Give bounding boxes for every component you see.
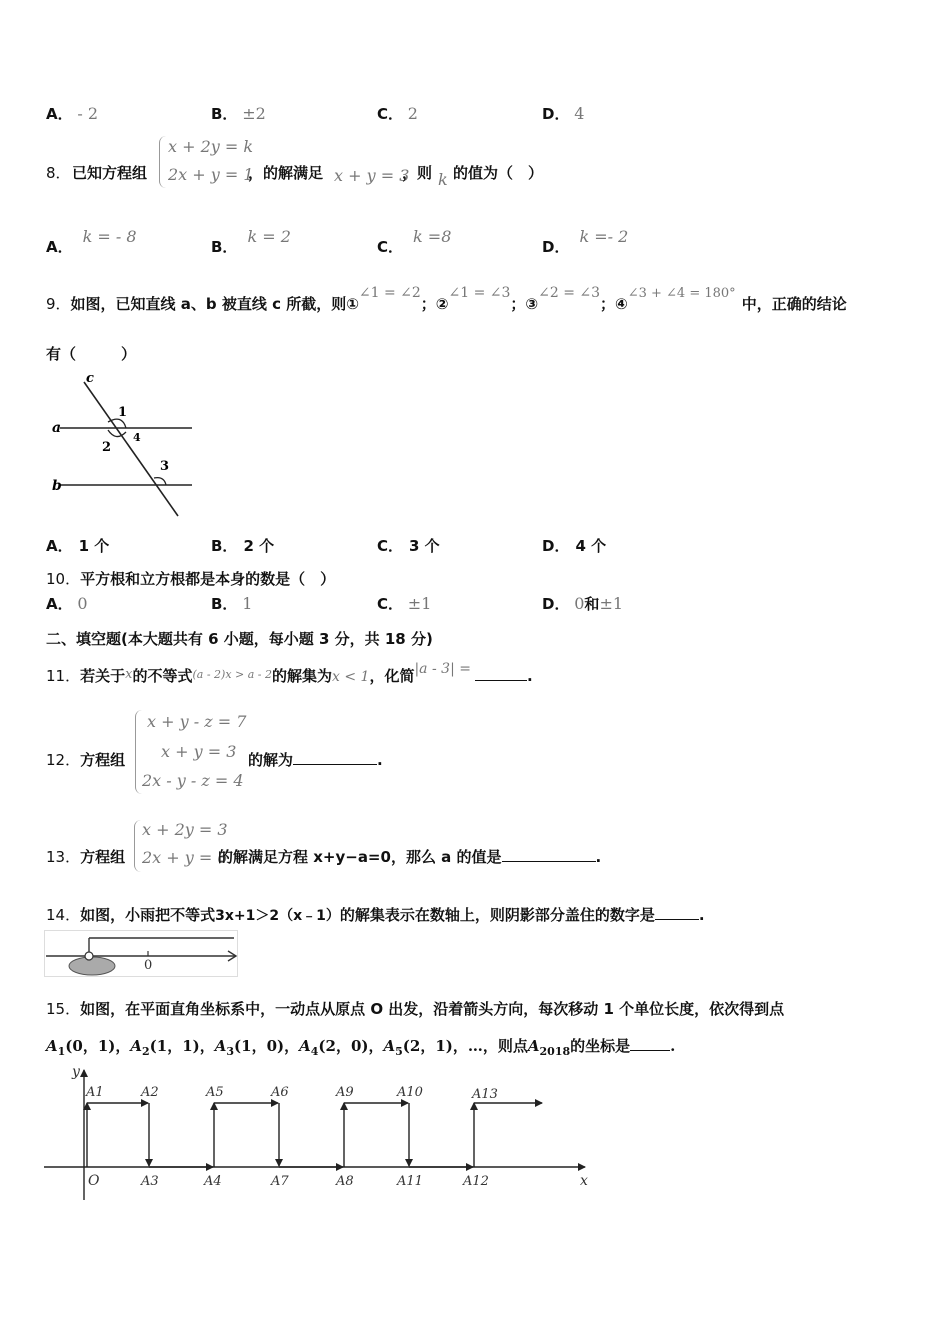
- q15-point-5: $A_5(2$，1)，: [383, 1037, 468, 1058]
- q14-question: 14．如图，小雨把不等式3x+1＞2（x﹣1）的解集表示在数轴上，则阴影部分盖住的数字是 .: [46, 906, 705, 924]
- q11-answer-blank[interactable]: [475, 680, 527, 681]
- q15-label-a13: A13: [472, 1087, 498, 1102]
- q9-line1: 9．如图，已知直线 a、b 被直线 c 所截，则①∠1 = ∠2；②∠1 = ∠3；③∠2 = ∠3；④∠3 + ∠4 = 180°中，正确的结论: [46, 285, 847, 313]
- q8-var: k: [438, 170, 448, 189]
- q15-y-label: y: [72, 1064, 80, 1080]
- section-2-heading: 二、填空题(本大题共有 6 小题，每小题 3 分，共 18 分): [46, 630, 433, 648]
- q8-option-d[interactable]: D．k =- 2: [542, 227, 629, 256]
- q14-answer-blank[interactable]: [655, 919, 699, 920]
- q8-option-c[interactable]: C．k =8: [377, 227, 452, 256]
- q8-eq2: 2x + y = 1: [168, 165, 254, 184]
- q8-system-brace: [159, 136, 166, 188]
- q12-eq1: x + y - z = 7: [147, 712, 247, 731]
- q15-origin-label: O: [88, 1173, 100, 1189]
- q12-system-brace: [135, 710, 142, 794]
- q10-option-b[interactable]: B． 1: [211, 594, 253, 613]
- q9-option-d[interactable]: D． 4 个: [542, 537, 607, 555]
- q13-answer: 的解满足方程 x+y−a=0，那么 a 的值是 .: [218, 848, 602, 866]
- q9-line-c: [84, 382, 178, 516]
- q9-line2: 有（ ）: [46, 345, 137, 363]
- q15-label-a10: A10: [397, 1085, 423, 1100]
- q8-text-c: ，则: [402, 164, 433, 182]
- q7-option-d[interactable]: D． 4: [542, 104, 585, 123]
- q7-option-a[interactable]: A． - 2: [46, 104, 99, 123]
- q7-option-b[interactable]: B． ±2: [211, 104, 266, 123]
- q9-label-c: c: [86, 371, 94, 386]
- q15-label-a2: A2: [141, 1085, 159, 1100]
- q9-option-a[interactable]: A． 1 个: [46, 537, 110, 555]
- q15-line2: $A_1(0$，1)，$A_2(1$，1)，$A_3(1$，0)，$A_4(2$，0)，$A_5(2$，1)，…，则点$A_{2018}$的坐标是 .: [46, 1037, 676, 1058]
- q8-text-a: 已知方程组: [72, 164, 148, 182]
- q12-answer: 的解为 .: [248, 751, 383, 769]
- q9-label-4: 4: [133, 431, 141, 444]
- q9-option-c[interactable]: C． 3 个: [377, 537, 440, 555]
- q11-question: 11．若关于x的不等式$^{(a - 2)x > a - 2}$的解集为x < 1，化简|a - 3| = .: [46, 661, 533, 685]
- q15-label-a11: A11: [397, 1174, 423, 1189]
- q15-label-a7: A7: [271, 1174, 289, 1189]
- q14-number-line: [44, 930, 240, 978]
- q15-point-3: $A_3(1$，0)，: [214, 1037, 300, 1058]
- q15-label-a12: A12: [463, 1174, 489, 1189]
- q15-label-a4: A4: [204, 1174, 222, 1189]
- q9-label-1: 1: [118, 405, 128, 420]
- q14-open-point: [85, 952, 93, 960]
- q13-answer-blank[interactable]: [502, 861, 596, 862]
- q15-label-a9: A9: [336, 1085, 354, 1100]
- q10-option-d[interactable]: D． 0和±1: [542, 594, 624, 613]
- q10-option-c[interactable]: C． ±1: [377, 594, 432, 613]
- q8-option-b[interactable]: B．k = 2: [211, 227, 291, 256]
- q8-number: 8．: [46, 164, 71, 182]
- q13-system-brace: [134, 820, 141, 872]
- q15-label-a3: A3: [141, 1174, 159, 1189]
- q12-eq2: x + y = 3: [161, 742, 237, 761]
- q8-text-b: ，的解满足: [248, 164, 324, 182]
- q7-option-c[interactable]: C． 2: [377, 104, 418, 123]
- q9-option-b[interactable]: B． 2 个: [211, 537, 275, 555]
- q15-label-a1: A1: [86, 1085, 104, 1100]
- q13-eq1: x + 2y = 3: [142, 820, 228, 839]
- q15-answer-blank[interactable]: [630, 1050, 670, 1051]
- q12-number: 12．方程组: [46, 751, 126, 769]
- q9-label-3: 3: [160, 459, 170, 474]
- q9-figure: [46, 370, 196, 520]
- q9-label-a: a: [52, 420, 62, 436]
- q15-point-2: $A_2(1$，1)，: [130, 1037, 215, 1058]
- q13-eq2: 2x + y = 6: [142, 848, 228, 867]
- q15-point-4: $A_4(2$，0)，: [299, 1037, 384, 1058]
- q9-label-b: b: [52, 478, 62, 494]
- q14-shadow-blob: [69, 957, 115, 975]
- q15-label-a5: A5: [206, 1085, 224, 1100]
- q9-label-2: 2: [102, 440, 112, 455]
- q8-eq1: x + 2y = k: [168, 137, 254, 156]
- q10-question: 10．平方根和立方根都是本身的数是（ ）: [46, 570, 336, 588]
- q15-point-1: $A_1(0$，1)，: [46, 1037, 131, 1058]
- q15-x-label: x: [580, 1173, 588, 1189]
- q15-label-a6: A6: [271, 1085, 289, 1100]
- q15-line1: 15．如图，在平面直角坐标系中，一动点从原点 O 出发，沿着箭头方向，每次移动 1 个单位长度，依次得到点: [46, 1000, 785, 1018]
- q15-coordinate-figure: [40, 1060, 600, 1210]
- q12-eq3: 2x - y - z = 4: [142, 771, 244, 790]
- q15-label-a8: A8: [336, 1174, 354, 1189]
- q12-answer-blank[interactable]: [293, 764, 377, 765]
- q13-number: 13．方程组: [46, 848, 126, 866]
- q8-text-d: 的值为（ ）: [453, 164, 544, 182]
- q8-condition: x + y = 3: [334, 166, 410, 185]
- q14-zero-label: 0: [144, 958, 153, 973]
- q10-option-a[interactable]: A． 0: [46, 594, 88, 613]
- q8-option-a[interactable]: A．k = - 8: [46, 227, 137, 256]
